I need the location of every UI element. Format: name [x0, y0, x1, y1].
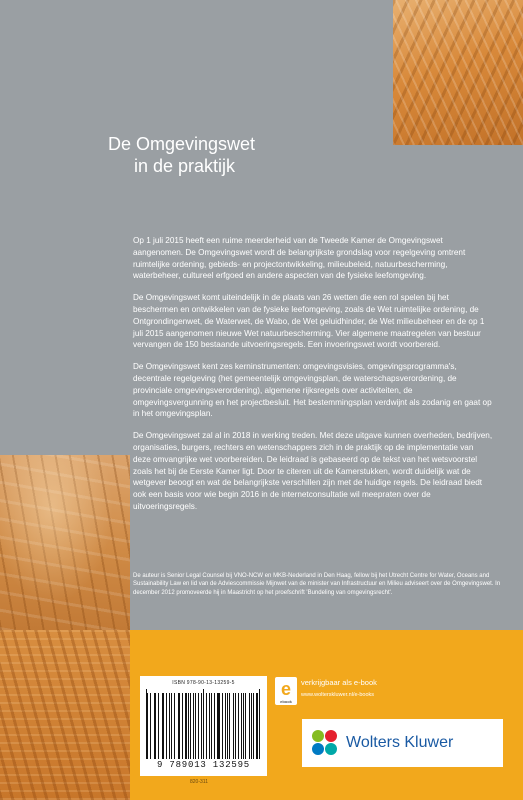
barcode-bar [185, 693, 186, 759]
barcode-bar [198, 693, 199, 759]
barcode-bar [171, 693, 172, 759]
blurb [133, 235, 493, 523]
ebook-icon-letter: e [280, 679, 291, 699]
barcode-bar [249, 693, 250, 759]
barcode-bar [235, 693, 236, 759]
barcode-bar [169, 693, 170, 759]
cover-photo-left [0, 455, 130, 630]
blurb-paragraph-1: Op 1 juli 2015 heeft een ruime meerderheid van de Tweede Kamer de Omgevingswet aangenomen. De Omgevingswet wordt de belangrijkste grondslag voor regelgeving omtrent ruimtelijke ordening, gebieds- en projectontwikkeling, milieubeleid, natuurbescherming, waterbeheer, cultureel erfgoed en andere aspecten van de fysieke leefomgeving. [133, 236, 466, 281]
barcode [140, 676, 267, 776]
cover-photo-top [393, 0, 523, 145]
product-code: 820-311 [190, 779, 208, 785]
barcode-bar [203, 689, 204, 759]
isbn-label: ISBN 978-90-13-13259-5 [172, 680, 235, 686]
publisher-logo-box [302, 719, 503, 767]
logo-dot-3 [312, 743, 324, 755]
ebook-icon-sub: ebook [280, 699, 292, 704]
book-title [108, 133, 255, 177]
ebook-icon [275, 677, 297, 705]
barcode-bar [147, 693, 148, 759]
barcode-bar [218, 693, 219, 759]
barcode-number: 9 789013 132595 [156, 760, 250, 770]
barcode-bar [193, 693, 194, 759]
barcode-bar [229, 693, 230, 759]
logo-dot-2 [325, 730, 337, 742]
title-line-1: De Omgevingswet [108, 134, 256, 154]
blurb-paragraph-4: De Omgevingswet zal al in 2018 in werking treden. Met deze uitgave kunnen overheden, bedrijven, organisaties, burgers, rechters en wetenschappers zich in de praktijk op de implementatie van deze omvangrijke wet voorbereiden. De leidraad is gebaseerd op de tekst van het wetsvoorstel zoals het bij de Eerste Kamer ligt. Door te citeren uit de Kamerstukken, wordt duidelijk wat de wetgever beoogt en wat de belangrijkste verschillen zijn met de huidige regels. De leidraad biedt ook een basis voor wie begin 2016 in de internetconsultatie wil meepraten over de uitvoeringsregels. [133, 431, 493, 511]
logo-dot-4 [325, 743, 337, 755]
ebook-url[interactable]: www.wolterskluwer.nl/e-books [301, 692, 375, 698]
barcode-bar [256, 693, 257, 759]
barcode-bar [222, 693, 223, 759]
barcode-bar [243, 693, 244, 759]
blurb-paragraph-2: De Omgevingswet komt uiteindelijk in de plaats van 26 wetten die een rol spelen bij het beschermen en ontwikkelen van de fysieke leefomgeving, zoals de Wet ruimtelijke ordening, de Ontgrondingenwet, de Waterwet, de Wabo, de Wet geluidhinder, de Wet milieubeheer en de op 1 juli 2015 aangenomen nieuwe Wet natuurbescherming. Vier algemene maatregelen van bestuur vervangen de 150 bestaande uitvoeringsregels. Een invoeringswet wordt voorbereid. [133, 293, 485, 350]
publisher-name: Wolters Kluwer [346, 734, 454, 751]
barcode-bar [179, 693, 180, 759]
title-line-2: in de praktijk [134, 156, 236, 176]
barcode-bar [155, 693, 156, 759]
barcode-bars [146, 689, 261, 759]
logo-dot-1 [312, 730, 324, 742]
publisher-logo-icon [312, 730, 338, 756]
cover-photo-bottom [0, 630, 130, 800]
blurb-paragraph-3: De Omgevingswet kent zes kerninstrumenten: omgevingsvisies, omgevingsprogramma's, decentrale regelgeving (het gemeentelijk omgevingsplan, de waterschapsverordening, de provinciale omgevingsverordening), algemene rijksregels over activiteiten, de omgevingsvergunning en het projectbesluit. Het bestemmingsplan verdwijnt als zodanig en gaat op in het omgevingsplan. [133, 362, 492, 419]
ebook-label: verkrijgbaar als e-book [301, 678, 377, 687]
author-note: De auteur is Senior Legal Counsel bij VNO-NCW en MKB-Nederland in Den Haag, fellow bij het Utrecht Centre for Water, Oceans and Sustainability Law en lid van de Adviescommissie Mijnwet van de minister van Infrastructuur en Milieu adviseert over de Omgevingswet. In december 2012 promoveerde hij in Maastricht op het proefschrift 'Bundeling van omgevingsrecht'. [133, 573, 501, 596]
barcode-bar [211, 693, 212, 759]
barcode-bar [162, 693, 163, 759]
